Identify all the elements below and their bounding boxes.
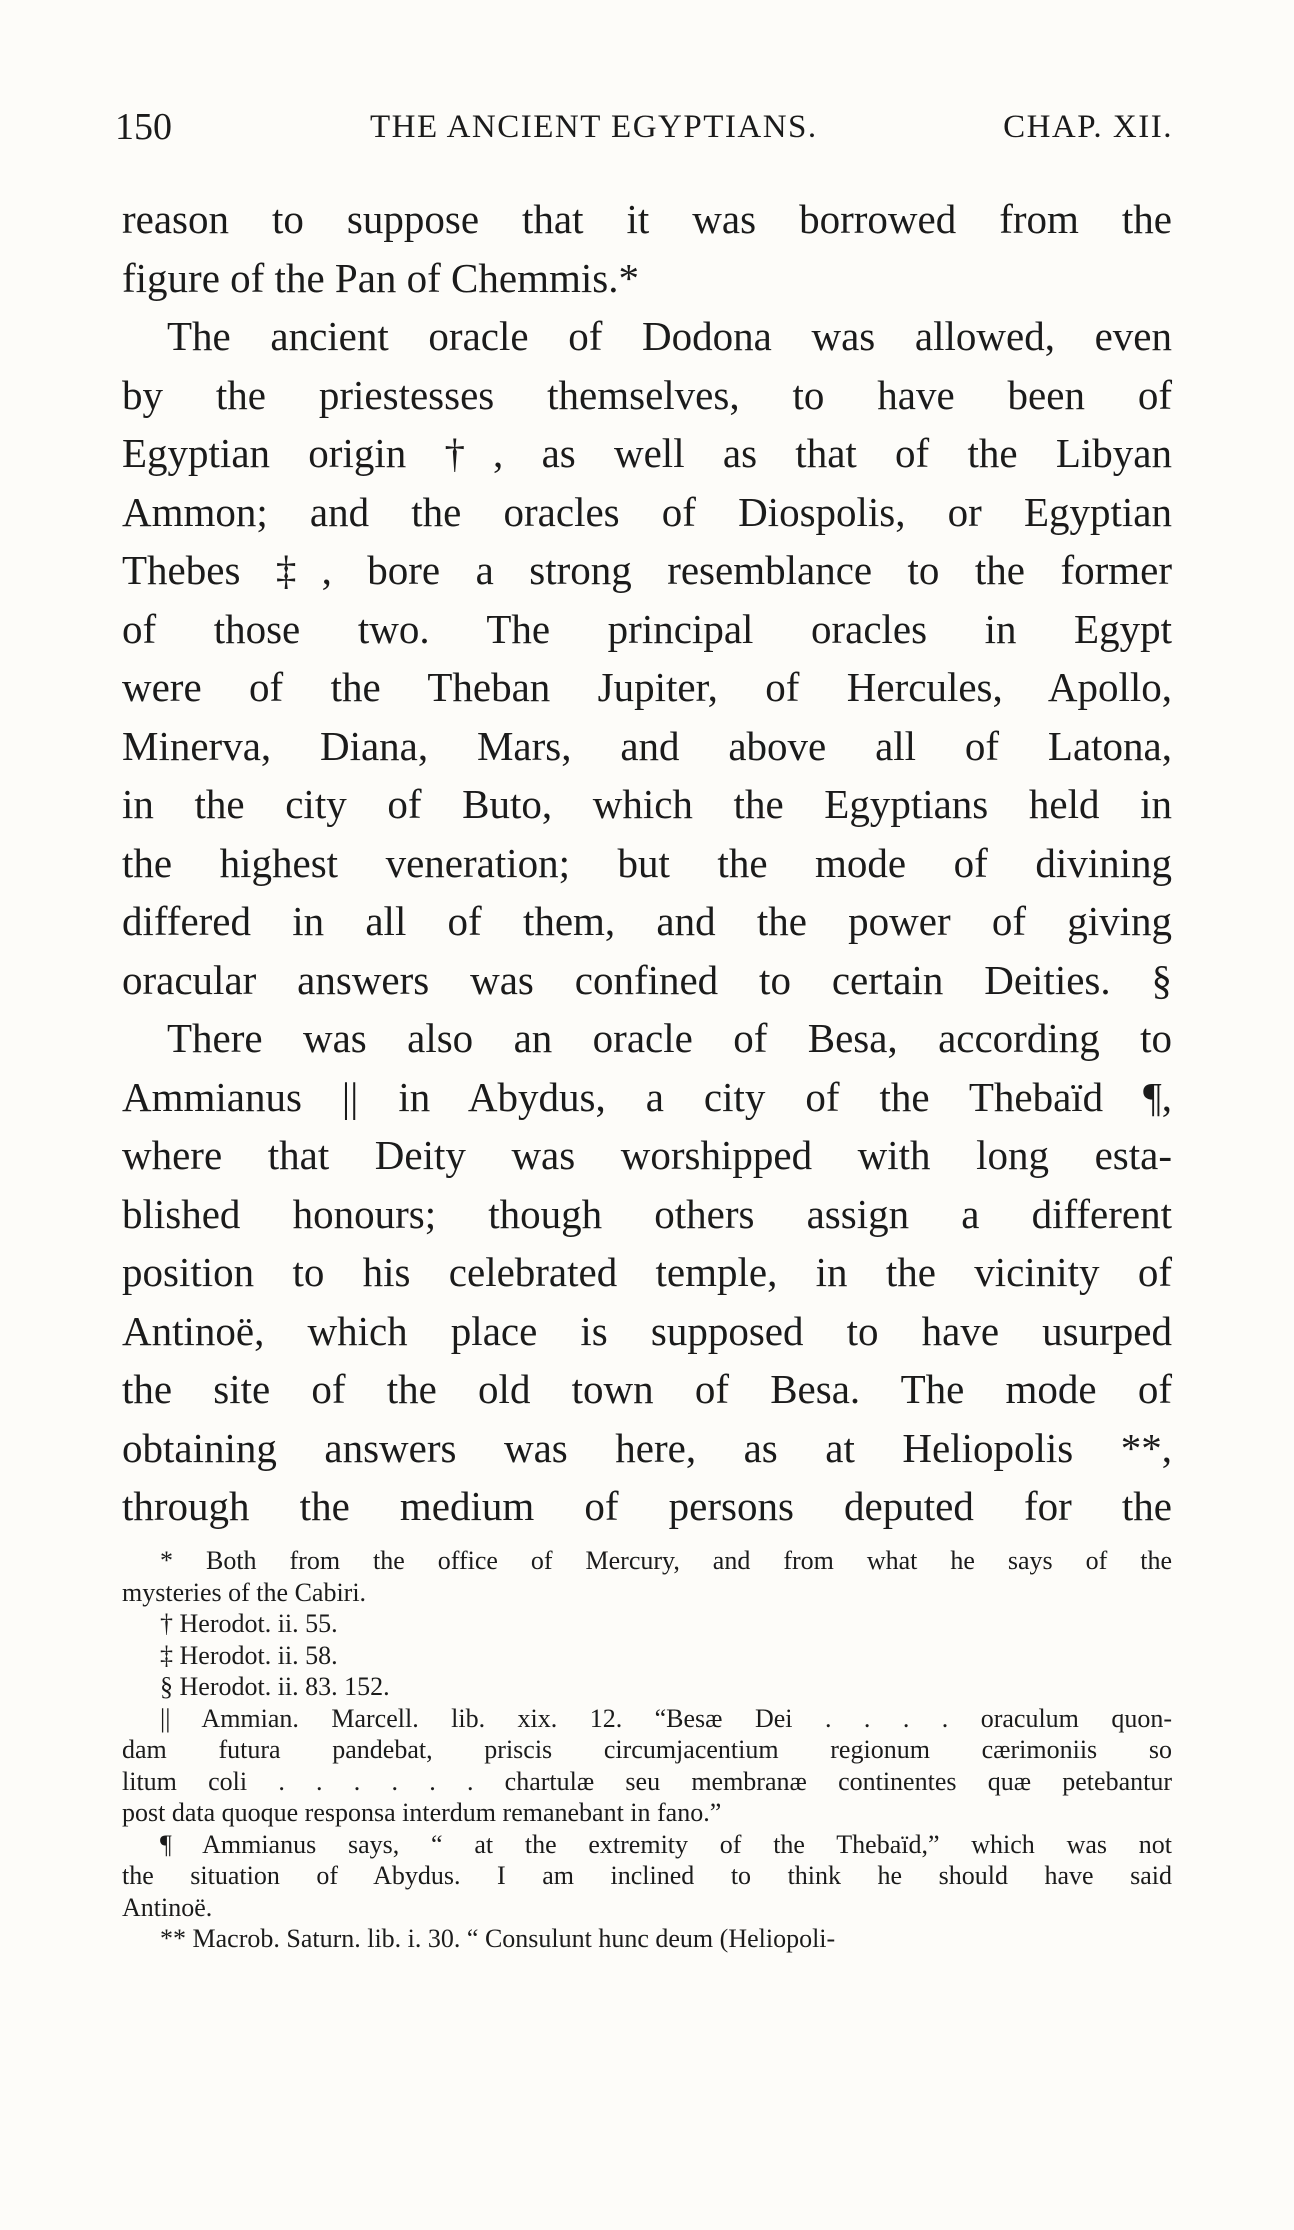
body-line: in the city of Buto, which the Egyptians held in — [122, 781, 1172, 827]
body-line: Antinoë, which place is supposed to have usurped — [122, 1307, 1172, 1354]
running-header — [115, 105, 1173, 155]
body-line: obtaining answers was here, as at Heliopolis **, — [122, 1424, 1172, 1471]
body-text — [122, 190, 1172, 1536]
body-line: Egyptian origin †, as well as that of the Libyan — [122, 430, 1172, 476]
body-line: the highest veneration; but the mode of divining — [122, 839, 1172, 886]
body-line: The ancient oracle of Dodona was allowed, even — [167, 313, 1172, 359]
body-line: the site of the old town of Besa. The mode of — [122, 1366, 1172, 1412]
footnote-line: mysteries of the Cabiri. — [122, 1577, 367, 1607]
body-line: oracular answers was confined to certain Deities. § — [122, 956, 1172, 1003]
body-line: by the priestesses themselves, to have been of — [122, 371, 1172, 418]
footnote-line: litum coli . . . . . . chartulæ seu membranæ continentes quæ petebantur — [122, 1766, 1172, 1796]
chapter-label: CHAP. XII. — [1003, 109, 1173, 145]
body-line: position to his celebrated temple, in the vicinity of — [122, 1249, 1172, 1295]
body-line: of those two. The principal oracles in Egypt — [122, 605, 1172, 652]
footnote-line: post data quoque responsa interdum remanebant in fano.” — [122, 1798, 722, 1827]
footnotes — [122, 1545, 1172, 1955]
body-line: Ammon; and the oracles of Diospolis, or Egyptian — [122, 488, 1172, 535]
footnote-line: ** Macrob. Saturn. lib. i. 30. “ Consulunt hunc deum (Heliopoli- — [160, 1924, 836, 1953]
body-line: reason to suppose that it was borrowed from the — [122, 196, 1172, 242]
body-line: differed in all of them, and the power of giving — [122, 898, 1172, 944]
body-line: There was also an oracle of Besa, according to — [167, 1015, 1172, 1061]
running-title: THE ANCIENT EGYPTIANS. — [370, 109, 818, 145]
body-line: were of the Theban Jupiter, of Hercules, Apollo, — [122, 664, 1172, 710]
page-number: 150 — [115, 106, 172, 148]
body-line: blished honours; though others assign a different — [122, 1190, 1172, 1237]
body-line: through the medium of persons deputed for the — [122, 1483, 1172, 1529]
footnote-line: † Herodot. ii. 55. — [160, 1609, 338, 1638]
footnote-line: ‡ Herodot. ii. 58. — [160, 1640, 338, 1670]
footnote-line: Antinoë. — [122, 1892, 213, 1922]
footnote-line: the situation of Abydus. I am inclined to think he should have said — [122, 1861, 1172, 1890]
footnote-line: * Both from the office of Mercury, and from what he says of the — [160, 1546, 1172, 1575]
footnote-line: ¶ Ammianus says, “ at the extremity of the Thebaïd,” which was not — [160, 1829, 1172, 1859]
body-line: figure of the Pan of Chemmis.* — [122, 254, 639, 301]
body-line: Minerva, Diana, Mars, and above all of Latona, — [122, 722, 1172, 769]
body-line: Ammianus || in Abydus, a city of the Thebaïd ¶, — [122, 1073, 1172, 1120]
footnote-line: || Ammian. Marcell. lib. xix. 12. “Besæ Dei . . . . oraculum quon- — [160, 1703, 1172, 1733]
body-line: where that Deity was worshipped with long esta- — [122, 1132, 1172, 1178]
body-line: Thebes ‡, bore a strong resemblance to the former — [122, 547, 1172, 593]
footnote-line: dam futura pandebat, priscis circumjacentium regionum cærimoniis so — [122, 1735, 1172, 1764]
footnote-line: § Herodot. ii. 83. 152. — [160, 1672, 390, 1701]
